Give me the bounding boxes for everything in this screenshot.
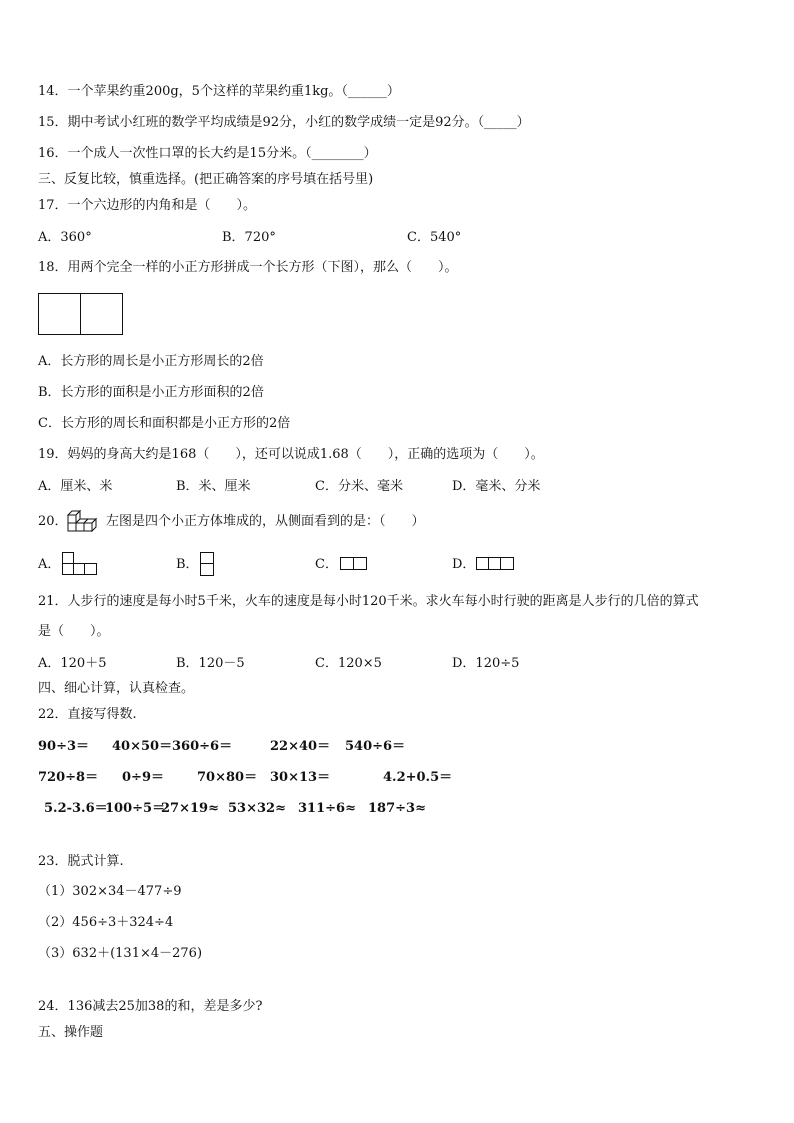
- question-21: 21．人步行的速度是每小时5千米，火车的速度是每小时120千米。求火车每小时行驶的距离是人步行的几倍的算式: [38, 594, 699, 609]
- section-5-heading: 五、操作题: [38, 1025, 104, 1040]
- q20-option-b-label: B．: [176, 557, 199, 572]
- q17-option-a: A．360°: [38, 230, 92, 245]
- question-23: 23．脱式计算.: [38, 854, 124, 869]
- calc-item: 311÷6≈: [298, 801, 356, 816]
- calc-item: 5.2-3.6＝: [44, 801, 108, 816]
- question-16: 16．一个成人一次性口罩的长大约是15分米。（________）: [38, 146, 377, 161]
- calc-item: 540÷6＝: [345, 739, 406, 754]
- q18-option-c: C．长方形的周长和面积都是小正方形的2倍: [38, 416, 291, 431]
- q19-option-c: C．分米、毫米: [315, 479, 403, 494]
- calc-item: 100÷5＝: [105, 801, 166, 816]
- calc-item: 53×32≈: [228, 801, 286, 816]
- q19-option-b: B．米、厘米: [176, 479, 251, 494]
- q21-option-a: A．120＋5: [38, 656, 107, 671]
- section-4-heading: 四、细心计算，认真检查。: [38, 681, 195, 696]
- q21-option-b: B．120－5: [176, 656, 245, 671]
- question-21-continued: 是（ ）。: [38, 624, 110, 639]
- q23-item-3: （3）632＋(131×4－276): [38, 946, 203, 961]
- calc-item: 30×13＝: [270, 770, 331, 785]
- calc-item: 90÷3＝: [38, 739, 90, 754]
- q17-option-b: B．720°: [222, 230, 276, 245]
- calc-item: 4.2+0.5＝: [383, 770, 453, 785]
- q18-option-a: A．长方形的周长是小正方形周长的2倍: [38, 354, 264, 369]
- calc-item: 360÷6＝: [172, 739, 233, 754]
- calc-item: 720÷8＝: [38, 770, 99, 785]
- q20-option-d-label: D．: [452, 557, 476, 572]
- q21-option-d: D．120÷5: [452, 656, 520, 671]
- q17-option-c: C．540°: [407, 230, 462, 245]
- question-22: 22．直接写得数.: [38, 707, 137, 722]
- square-left: [38, 293, 81, 335]
- calc-item: 187÷3≈: [368, 801, 426, 816]
- calc-item: 27×19≈: [161, 801, 219, 816]
- question-24: 24．136减去25加38的和，差是多少?: [38, 999, 263, 1014]
- calc-item: 22×40＝: [270, 739, 331, 754]
- question-15: 15．期中考试小红班的数学平均成绩是92分，小红的数学成绩一定是92分。（_____）: [38, 115, 530, 130]
- q20-option-c-label: C．: [315, 557, 338, 572]
- question-19: 19．妈妈的身高大约是168（ ），还可以说成1.68（ ），正确的选项为（ ）。: [38, 447, 544, 462]
- q20-number: 20．: [38, 514, 68, 529]
- calc-item: 40×50＝: [112, 739, 173, 754]
- q23-item-1: （1）302×34－477÷9: [38, 884, 182, 899]
- q19-option-d: D．毫米、分米: [452, 479, 541, 494]
- question-18: 18．用两个完全一样的小正方形拼成一个长方形（下图），那么（ ）。: [38, 260, 458, 275]
- question-20: 左图是四个小正方体堆成的，从侧面看到的是：（ ）: [106, 514, 425, 529]
- question-17: 17．一个六边形的内角和是（ ）。: [38, 198, 257, 213]
- q18-option-b: B．长方形的面积是小正方形面积的2倍: [38, 385, 264, 400]
- question-14: 14．一个苹果约重200g，5个这样的苹果约重1kg。（______）: [38, 84, 400, 99]
- q20-option-a-label: A．: [38, 557, 61, 572]
- calc-item: 70×80＝: [197, 770, 258, 785]
- calc-item: 0÷9＝: [122, 770, 164, 785]
- cube-stack-figure: [64, 509, 106, 533]
- section-3-heading: 三、反复比较，慎重选择。(把正确答案的序号填在括号里): [38, 172, 374, 187]
- q19-option-a: A．厘米、米: [38, 479, 113, 494]
- square-right: [80, 293, 123, 335]
- q23-item-2: （2）456÷3＋324÷4: [38, 915, 174, 930]
- q21-option-c: C．120×5: [315, 656, 382, 671]
